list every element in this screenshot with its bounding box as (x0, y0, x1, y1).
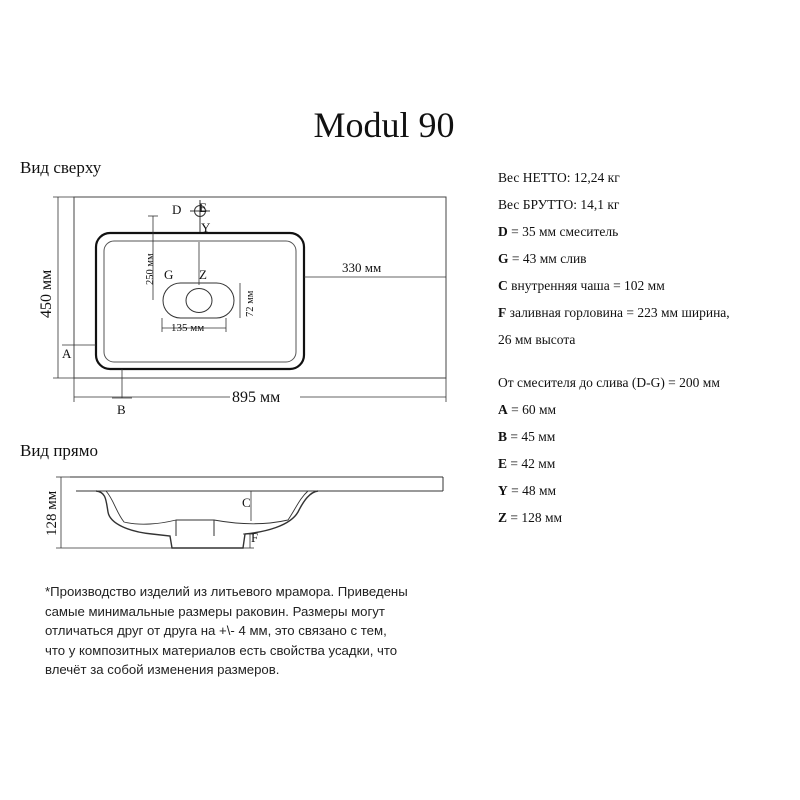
specs-list (498, 164, 798, 531)
countertop-outline (74, 197, 446, 378)
spec-row: A = 60 мм (498, 402, 557, 417)
width-label: 895 мм (232, 389, 281, 406)
front-view-labels (44, 490, 258, 545)
letter-f: F (251, 530, 259, 545)
spec-row: Вес БРУТТО: 14,1 кг (498, 197, 620, 212)
spec-row: Z = 128 мм (498, 510, 563, 525)
spec-row: D = 35 мм смеситель (498, 224, 619, 239)
front-view-label: Вид прямо (20, 441, 99, 460)
spec-row: E = 42 мм (498, 456, 556, 471)
spec-row: От смесителя до слива (D-G) = 200 мм (498, 375, 720, 390)
letter-z: Z (199, 267, 207, 282)
basin-profile (96, 491, 318, 548)
footnote-line: влечёт за собой изменения размеров. (45, 662, 280, 677)
spec-row: Вес НЕТТО: 12,24 кг (498, 170, 620, 185)
page-title: Modul 90 (313, 105, 455, 145)
letter-a: A (62, 346, 72, 361)
footnote (45, 582, 485, 680)
spec-row: G = 43 мм слив (498, 251, 587, 266)
front-view (56, 477, 443, 548)
letter-b: B (117, 402, 126, 417)
front-height-label: 128 мм (44, 490, 60, 536)
spec-row: B = 45 мм (498, 429, 556, 444)
footnote-line: *Производство изделий из литьевого мрамора. Приведены (45, 584, 408, 599)
drain-hole (186, 289, 212, 313)
top-view-labels (38, 200, 381, 417)
basin-inner (104, 241, 296, 362)
letter-e: E (199, 200, 207, 215)
drain-height-label: 72 мм (245, 290, 256, 317)
right-offset-label: 330 мм (342, 260, 382, 275)
height-label: 450 мм (38, 269, 55, 318)
drain-depth-label: 250 мм (145, 253, 156, 285)
footnote-line: отличаться друг от друга на +\- 4 мм, это связано с тем, (45, 623, 387, 638)
top-view-label: Вид сверху (20, 158, 102, 177)
letter-g: G (164, 267, 174, 282)
drain-width-label: 135 мм (171, 322, 205, 334)
letter-y: Y (201, 220, 211, 235)
spec-row: 26 мм высота (498, 332, 576, 347)
letter-c: C (242, 495, 251, 510)
spec-row: C внутренняя чаша = 102 мм (498, 278, 665, 293)
letter-d: D (172, 202, 182, 217)
footnote-line: что у композитных материалов есть свойства усадки, что (45, 642, 398, 658)
spec-row: F заливная горловина = 223 мм ширина, (498, 305, 730, 320)
spec-row: Y = 48 мм (498, 483, 557, 498)
basin-outer (96, 233, 304, 369)
footnote-line: самые минимальные размеры раковин. Размеры могут (45, 603, 385, 619)
